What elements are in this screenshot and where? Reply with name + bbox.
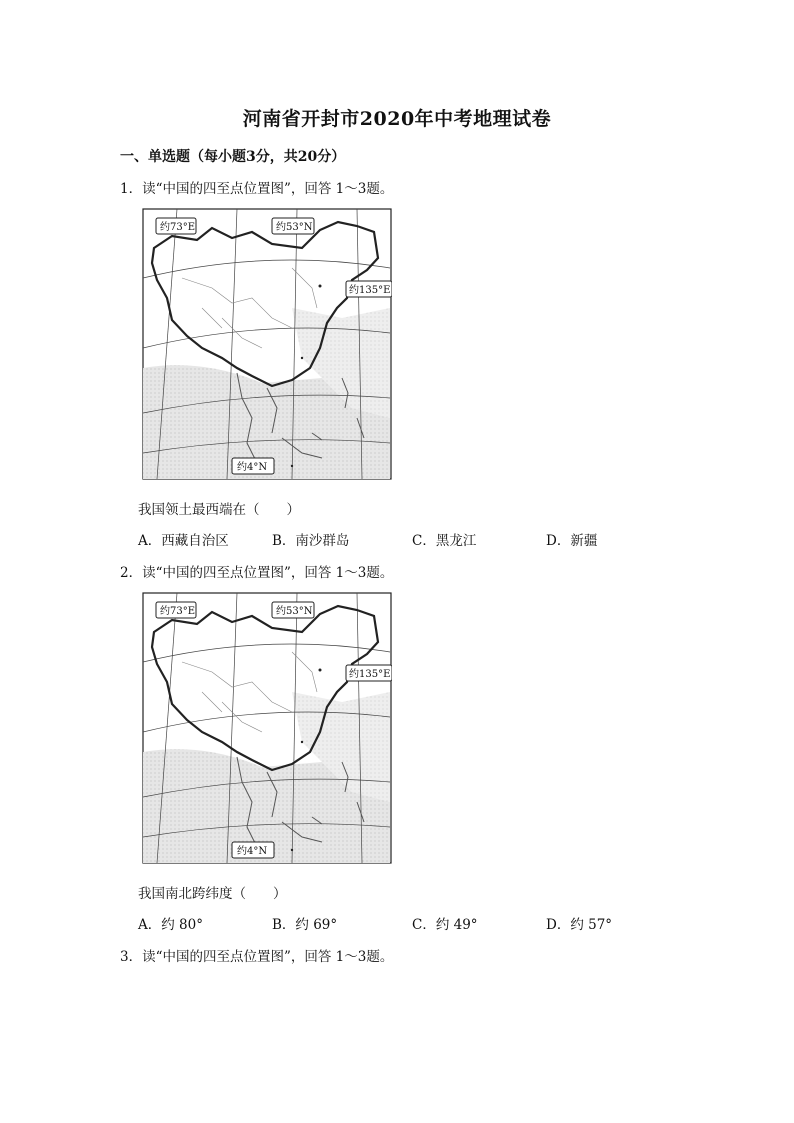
china-map-1 — [142, 208, 392, 480]
q1-option-d[interactable]: D．新疆 — [546, 533, 598, 549]
label-north: 约53°N — [276, 222, 313, 233]
section-heading: 一、单选题（每小题3分，共20分） — [120, 149, 346, 165]
china-extreme-points-map-2 — [142, 592, 392, 864]
question-2-intro: 2．读“中国的四至点位置图”，回答 1～3题。 — [120, 565, 394, 581]
question-1-intro: 1．读“中国的四至点位置图”，回答 1～3题。 — [120, 181, 394, 197]
q2-option-a[interactable]: A．约 80° — [138, 917, 203, 933]
question-1-stem: 我国领土最西端在（ ） — [138, 502, 300, 518]
label-west: 约73°E — [160, 606, 196, 617]
q1-option-c[interactable]: C．黑龙江 — [412, 533, 477, 549]
china-extreme-points-map-1 — [142, 208, 392, 480]
label-north: 约53°N — [276, 606, 313, 617]
label-south: 约4°N — [237, 846, 268, 857]
q1-option-b[interactable]: B．南沙群岛 — [272, 533, 350, 549]
q2-option-c[interactable]: C．约 49° — [412, 917, 478, 933]
label-east: 约135°E — [349, 285, 391, 296]
exam-title: 河南省开封市2020年中考地理试卷 — [242, 108, 552, 130]
question-3-intro: 3．读“中国的四至点位置图”，回答 1～3题。 — [120, 949, 394, 965]
label-east: 约135°E — [349, 669, 391, 680]
label-south: 约4°N — [237, 462, 268, 473]
q2-option-d[interactable]: D．约 57° — [546, 917, 613, 933]
china-map-2 — [142, 592, 392, 864]
question-2-stem: 我国南北跨纬度（ ） — [138, 886, 287, 902]
q1-option-a[interactable]: A．西藏自治区 — [138, 533, 229, 549]
q2-option-b[interactable]: B．约 69° — [272, 917, 338, 933]
label-west: 约73°E — [160, 222, 196, 233]
